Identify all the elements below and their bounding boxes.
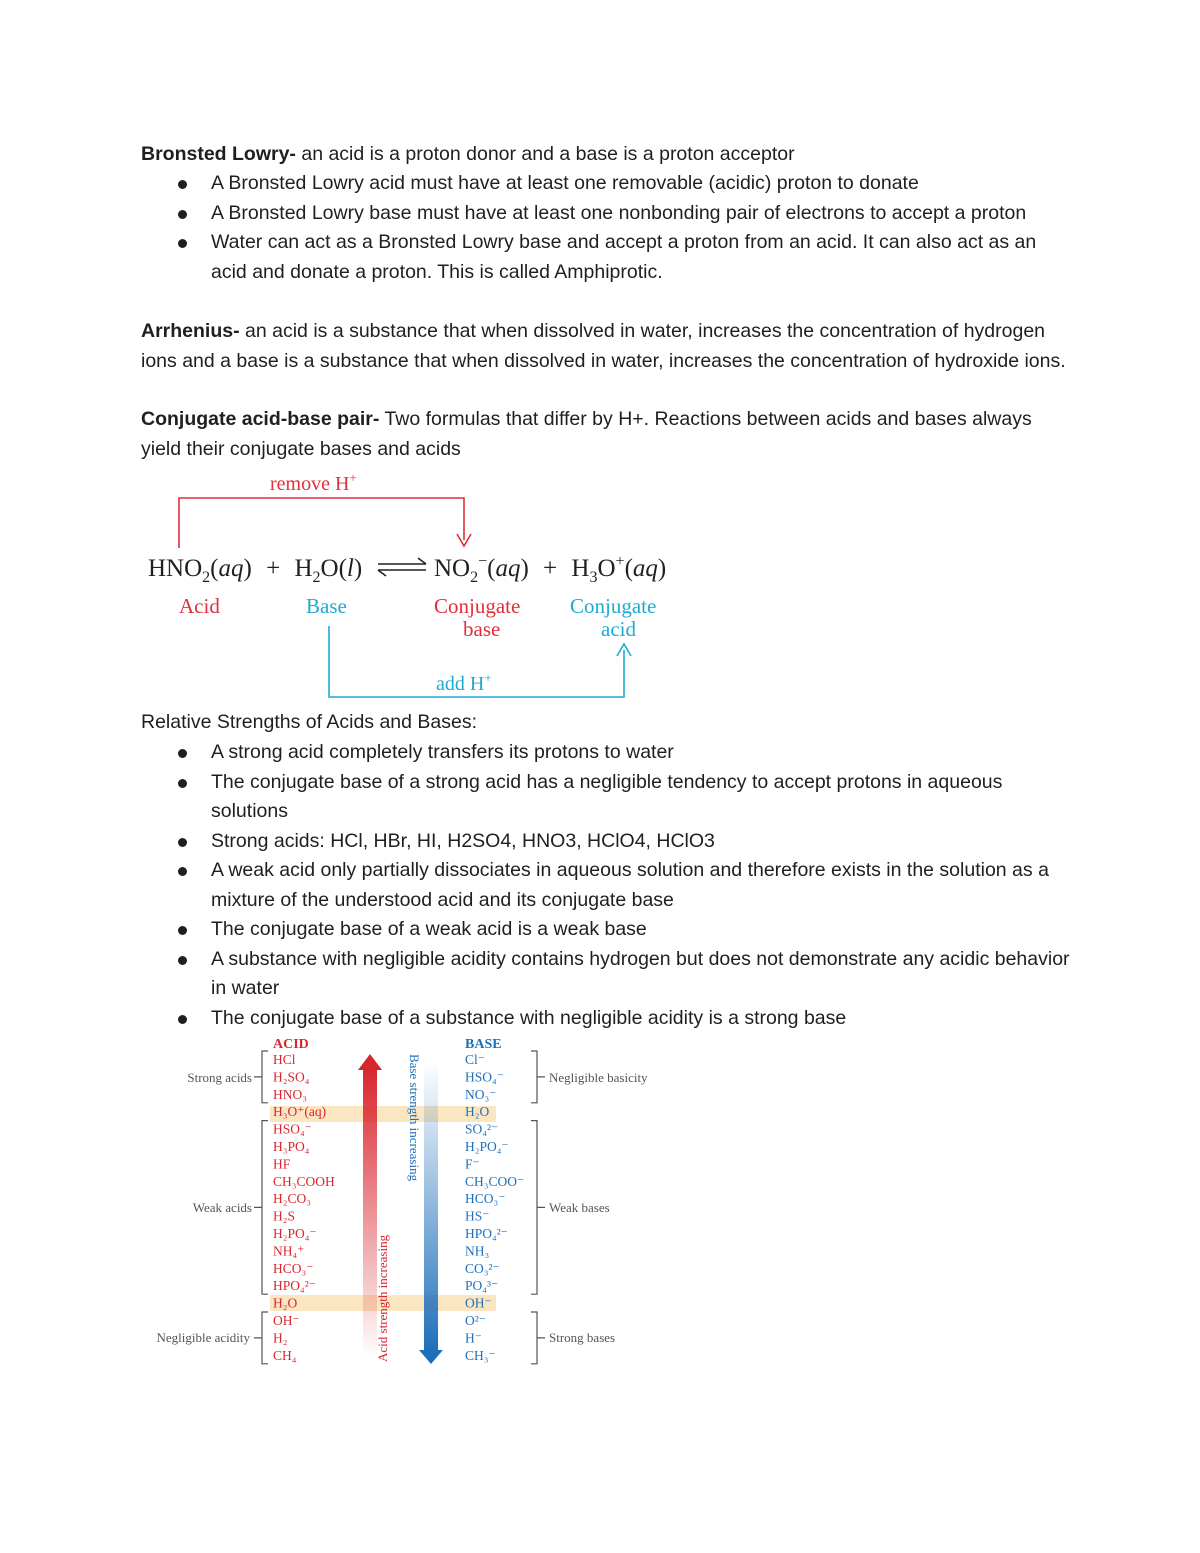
acid-item: H₂CO₃ bbox=[273, 1191, 311, 1207]
list-item: The conjugate base of a weak acid is a weak base bbox=[141, 915, 1071, 945]
remove-h-label: remove H+ bbox=[270, 470, 357, 495]
weak-bases-bracket bbox=[531, 1121, 545, 1295]
bronsted-text: an acid is a proton donor and a base is a proton acceptor bbox=[295, 143, 795, 165]
acid-item: OH⁻ bbox=[273, 1313, 300, 1328]
base-arrow-shaft bbox=[424, 1062, 438, 1352]
acid-item: HPO₄²⁻ bbox=[273, 1278, 316, 1294]
base-item: Cl⁻ bbox=[465, 1052, 485, 1067]
acid-item: HCl bbox=[273, 1052, 296, 1067]
base-item: F⁻ bbox=[465, 1156, 480, 1172]
list-item: The conjugate base of a substance with negligible acidity is a strong base bbox=[141, 1004, 1071, 1034]
negligible-basicity-bracket bbox=[531, 1051, 545, 1103]
acid-item: CH₄ bbox=[273, 1347, 297, 1363]
acid-arrow-label: Acid strength increasing bbox=[375, 1234, 390, 1362]
acid-item: H₃O⁺(aq) bbox=[273, 1104, 327, 1120]
list-item: Strong acids: HCl, HBr, HI, H2SO4, HNO3, HClO4, HClO3 bbox=[141, 827, 1071, 857]
reaction-products: $NO_2^-(aq)$ + $H_3O^+(aq)$ bbox=[434, 553, 667, 586]
acid-item: NH₄⁺ bbox=[273, 1243, 305, 1259]
arrhenius-term: Arrhenius- bbox=[141, 320, 240, 342]
conjugate-acid-label-1: Conjugate bbox=[570, 594, 657, 618]
base-item: HSO₄⁻ bbox=[465, 1069, 504, 1085]
bronsted-bullets bbox=[141, 169, 1071, 287]
strong-acids-label: Strong acids bbox=[187, 1070, 252, 1085]
base-item: HPO₄²⁻ bbox=[465, 1226, 508, 1241]
acid-arrow-head bbox=[358, 1054, 382, 1070]
acid-item: H₂S bbox=[273, 1208, 295, 1224]
acid-column-header: ACID bbox=[273, 1037, 309, 1052]
base-item: NO₃⁻ bbox=[465, 1086, 497, 1102]
acid-item: H₂ bbox=[273, 1330, 288, 1346]
acid-item: HSO₄⁻ bbox=[273, 1121, 312, 1137]
conjugate-base-label-2: base bbox=[463, 617, 501, 641]
arrhenius-definition bbox=[141, 317, 1071, 376]
list-item: The conjugate base of a strong acid has a negligible tendency to accept protons in aqueous solutions bbox=[141, 768, 1071, 827]
add-h-label: add H+ bbox=[436, 670, 492, 695]
base-arrow-head bbox=[419, 1350, 443, 1364]
weak-acids-label: Weak acids bbox=[192, 1200, 252, 1215]
base-item: HCO₃⁻ bbox=[465, 1191, 506, 1207]
acid-item: HF bbox=[273, 1156, 291, 1172]
weak-acids-bracket bbox=[254, 1121, 268, 1295]
list-item: Water can act as a Bronsted Lowry base and accept a proton from an acid. It can also act as an acid and donate a proton. This is called Amphiprotic. bbox=[141, 228, 1071, 287]
base-arrow-label: Base strength increasing bbox=[407, 1054, 422, 1182]
base-item: CH₃⁻ bbox=[465, 1347, 496, 1363]
acid-item: H₂PO₄⁻ bbox=[273, 1226, 317, 1241]
base-item: O²⁻ bbox=[465, 1313, 486, 1328]
list-item: A substance with negligible acidity contains hydrogen but does not demonstrate any acidic behavior in water bbox=[141, 945, 1071, 1004]
acid-base-strength-diagram bbox=[140, 1032, 680, 1372]
bronsted-definition bbox=[141, 140, 1071, 170]
acid-list bbox=[273, 1052, 335, 1363]
relative-strengths-heading: Relative Strengths of Acids and Bases: bbox=[141, 711, 478, 733]
base-item: PO₄³⁻ bbox=[465, 1278, 499, 1294]
strong-bases-bracket bbox=[531, 1312, 545, 1364]
conjugate-definition bbox=[141, 405, 1071, 464]
list-item: A Bronsted Lowry acid must have at least one removable (acidic) proton to donate bbox=[141, 169, 1071, 199]
equilibrium-arrow-icon bbox=[378, 558, 426, 576]
acid-label: Acid bbox=[179, 594, 220, 618]
acid-item: H₂O bbox=[273, 1295, 298, 1311]
relative-strengths-bullets bbox=[141, 738, 1071, 1033]
negligible-acidity-label: Negligible acidity bbox=[156, 1330, 250, 1345]
list-item: A weak acid only partially dissociates in aqueous solution and therefore exists in the solution as a mixture of the understood acid and its conjugate base bbox=[141, 856, 1071, 915]
list-item: A strong acid completely transfers its protons to water bbox=[141, 738, 1071, 768]
base-item: CH₃COO⁻ bbox=[465, 1173, 525, 1189]
reaction-equation: $HNO_2(aq)$ + $H_2O(l)$ bbox=[148, 555, 363, 586]
base-item: H₂PO₄⁻ bbox=[465, 1139, 509, 1154]
base-item: H⁻ bbox=[465, 1330, 482, 1346]
base-item: OH⁻ bbox=[465, 1295, 492, 1311]
acid-item: HNO₃ bbox=[273, 1086, 307, 1102]
base-item: CO₃²⁻ bbox=[465, 1260, 500, 1276]
base-list bbox=[465, 1052, 524, 1363]
list-item: A Bronsted Lowry base must have at least one nonbonding pair of electrons to accept a proton bbox=[141, 199, 1071, 229]
negligible-acidity-bracket bbox=[254, 1312, 268, 1364]
bronsted-term: Bronsted Lowry- bbox=[141, 143, 296, 165]
conjugate-text: Two formulas that differ by H+. Reactions between acids and bases always yield their conjugate bases and acids bbox=[141, 408, 1032, 460]
conjugate-term: Conjugate acid-base pair- bbox=[141, 408, 380, 430]
acid-item: HCO₃⁻ bbox=[273, 1260, 314, 1276]
arrhenius-text: an acid is a substance that when dissolved in water, increases the concentration of hydrogen ions and a base is a substance that when dissolved in water, increases the concentration of hydroxide ions. bbox=[141, 320, 1066, 372]
strong-bases-label: Strong bases bbox=[549, 1330, 616, 1345]
acid-item: CH₃COOH bbox=[273, 1173, 335, 1189]
base-label: Base bbox=[306, 594, 347, 618]
base-item: HS⁻ bbox=[465, 1208, 490, 1224]
acid-item: H₂SO₄ bbox=[273, 1069, 310, 1085]
remove-h-arrow-line bbox=[179, 498, 464, 548]
strong-acids-bracket bbox=[254, 1051, 268, 1103]
acid-item: H₃PO₄ bbox=[273, 1139, 310, 1154]
conjugate-acid-label-2: acid bbox=[601, 617, 636, 641]
conjugate-base-label-1: Conjugate bbox=[434, 594, 521, 618]
base-item: H₂O bbox=[465, 1104, 490, 1120]
base-item: NH₃ bbox=[465, 1243, 490, 1259]
conjugate-pair-diagram bbox=[140, 466, 700, 702]
weak-bases-label: Weak bases bbox=[549, 1200, 610, 1215]
base-item: SO₄²⁻ bbox=[465, 1121, 499, 1137]
base-column-header: BASE bbox=[465, 1037, 502, 1052]
negligible-basicity-label: Negligible basicity bbox=[549, 1070, 648, 1085]
